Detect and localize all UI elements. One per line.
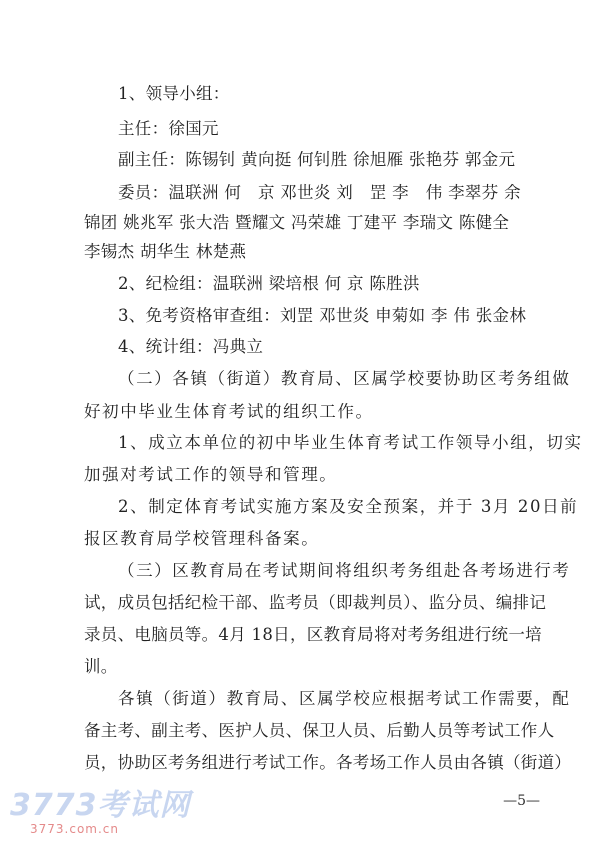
- text-line: 2、纪检组：温联洲 梁培根 何 京 陈胜洪: [118, 274, 420, 293]
- text-line: 好初中毕业生体育考试的组织工作。: [84, 402, 374, 421]
- text-line: 1、领导小组：: [118, 84, 230, 103]
- text-line: 录员、电脑员等。4月 18日，区教育局将对考务组进行统一培: [84, 625, 542, 644]
- text-line: 3、免考资格审查组：刘罡 邓世炎 申菊如 李 伟 张金林: [118, 306, 527, 325]
- text-line: 2、制定体育考试实施方案及安全预案，并于 3月 20日前: [118, 497, 579, 516]
- text-line: 备主考、副主考、医护人员、保卫人员、后勤人员等考试工作人: [84, 721, 555, 740]
- text-line: 员，协助区考务组进行考试工作。各考场工作人员由各镇（街道）: [84, 753, 572, 772]
- text-line: 训。: [84, 657, 118, 676]
- text-line: 锦团 姚兆军 张大浩 暨耀文 冯荣雄 丁建平 李瑞文 陈健全: [84, 213, 510, 232]
- text-line: 主任：徐国元: [118, 119, 219, 138]
- text-line: 报区教育局学校管理科备案。: [84, 529, 320, 548]
- text-line: 委员：温联洲 何 京 邓世炎 刘 罡 李 伟 李翠芬 余: [118, 183, 521, 202]
- site-watermark: [10, 790, 191, 836]
- watermark-brand: 3773考试网: [10, 788, 191, 823]
- text-line: 加强对考试工作的领导和管理。: [84, 465, 338, 484]
- watermark-url: 3773.com.cn: [30, 822, 119, 836]
- text-line: （二）各镇（街道）教育局、区属学校要协助区考务组做: [118, 369, 571, 388]
- text-line: 副主任：陈锡钊 黄向挺 何钊胜 徐旭雁 张艳芬 郭金元: [118, 150, 516, 169]
- page-number: —5—: [503, 793, 540, 809]
- text-line: 4、统计组：冯典立: [118, 337, 264, 356]
- text-line: （三）区教育局在考试期间将组织考务组赴各考场进行考: [118, 561, 571, 580]
- text-line: 李锡杰 胡华生 林楚燕: [84, 242, 247, 261]
- text-line: 1、成立本单位的初中毕业生体育考试工作领导小组，切实: [118, 433, 583, 452]
- text-line: 各镇（街道）教育局、区属学校应根据考试工作需要，配: [118, 689, 571, 708]
- text-line: 试，成员包括纪检干部、监考员（即裁判员）、监分员、编排记: [84, 593, 547, 612]
